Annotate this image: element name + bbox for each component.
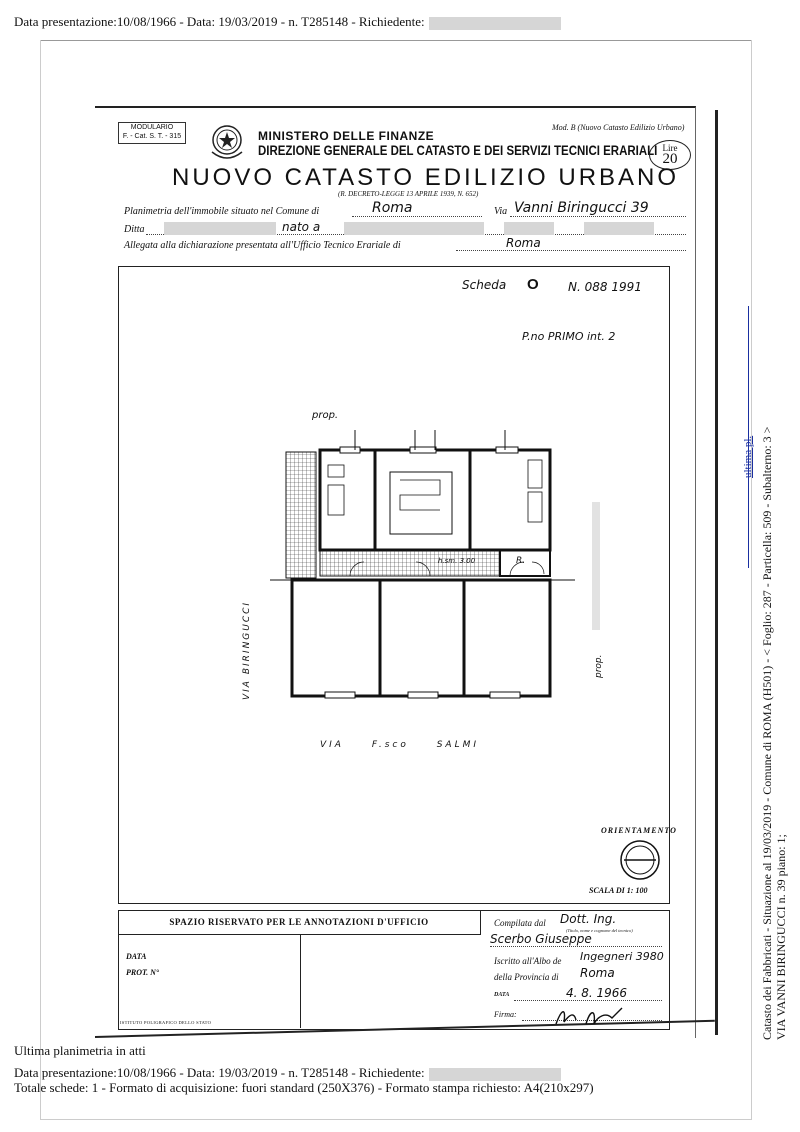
ufficio-value: Roma [506,236,541,250]
street-left-label: VIA BIRINGUCCI [242,600,252,700]
form-title: NUOVO CATASTO EDILIZIO URBANO [172,164,680,191]
compilata-value: Dott. Ing. [560,912,617,926]
redacted-province [504,222,554,235]
scheda-label: Scheda [462,278,507,292]
orientamento-label: ORIENTAMENTO [601,826,677,835]
ministry-title: MINISTERO DELLE FINANZE [258,129,435,143]
footer-line-1 [14,1065,561,1081]
ultima-pl-link[interactable]: ultima pl. [742,435,754,478]
redacted-birthplace [344,222,484,235]
scale-label: SCALA DI 1: 100 [589,886,648,895]
piano-label: P.no PRIMO int. 2 [522,330,616,343]
albo-label: Iscritto all'Albo de [494,956,562,966]
lire-value: 20 [662,151,678,167]
lire-label: Lire [662,143,678,153]
spazio-header: SPAZIO RISERVATO PER LE ANNOTAZIONI D'UFFICIO [118,910,481,935]
office-column [118,934,301,1028]
sheet-edge-right [715,110,718,1035]
data2-label: DATA [494,992,510,998]
allegata-label: Allegata alla dichiarazione presentata all'Ufficio Tecnico Erariale di [124,240,401,251]
tecnico-name: Scerbo Giuseppe [490,932,592,946]
ultima-planimetria: Ultima planimetria in atti [14,1043,146,1058]
ditta-label: Ditta [124,224,145,235]
street-bottom-label: VIA F.sco SALMI [320,740,480,750]
data2-value: 4. 8. 1966 [566,986,628,1000]
compilata-label: Compilata dal [494,918,546,928]
footer-line-2: Totale schede: 1 - Formato di acquisizione: fuori standard (250X376) - Formato stampa richiesto: A4(210x297) [14,1080,594,1095]
comune-value: Roma [372,200,413,216]
redacted-requester-footer [429,1068,561,1081]
modulario-box [118,122,186,144]
modulario-label: MODULARIO [130,124,174,131]
via-value: Vanni Biringucci 39 [514,200,649,216]
prot-label: PROT. N° [126,968,160,977]
nato-label: nato a [282,220,321,234]
firma-label: Firma: [494,1010,517,1019]
floor-plan-drawing [270,430,600,710]
side-line-1: Catasto dei Fabbricati - Situazione al 19/03/2019 - Comune di ROMA (H501) - < Foglio: 287 - Particella: 509 - Subalterno: 3 > [760,426,774,1040]
redacted-birthdate [584,222,654,235]
prop-top-label: prop. [312,410,339,421]
scan-smudge [592,502,600,630]
crop-line-top [40,40,752,41]
data-label: DATA [126,952,147,961]
planimetria-label: Planimetria dell'immobile situato nel Comune di [124,206,320,217]
side-line-2: VIA VANNI BIRINGUCCI n. 39 piano: 1; [774,834,788,1040]
provincia-label: della Provincia di [494,972,559,982]
crop-line-left [40,40,41,1120]
ceiling-height-note: h.sm. 3.00 [438,557,476,565]
republic-emblem-icon [208,120,246,164]
header-text: Data presentazione:10/08/1966 - Data: 19/03/2019 - n. T285148 - Richiedente: [14,14,425,29]
albo-value: Ingegneri 3980 [580,950,664,963]
provincia-value: Roma [580,966,615,980]
compass-icon [618,838,662,882]
room-r-label: R. [516,556,526,566]
mod-b-label: Mod. B (Nuovo Catasto Edilizio Urbano) [552,123,685,132]
footer-line-1-text: Data presentazione:10/08/1966 - Data: 19/03/2019 - n. T285148 - Richiedente: [14,1065,425,1080]
modulario-code: F. - Cat. S. T. - 315 [122,133,182,140]
redacted-ditta-2 [236,222,276,235]
via-label: Via [494,206,508,217]
crop-line-right [751,40,752,1120]
decreto-note: (R. DECRETO-LEGGE 13 APRILE 1939, N. 652) [338,190,479,198]
scheda-number: N. 088 1991 [568,280,642,294]
istituto-note: ISTITUTO POLIGRAFICO DELLO STATO [120,1020,212,1025]
titolo-note: (Titolo, nome e cognome del tecnico) [566,928,633,933]
direzione-title: DIREZIONE GENERALE DEL CATASTO E DEI SERVIZI TECNICI ERARIALI [258,143,658,158]
prop-right-label: prop. [594,654,604,678]
header-line [14,14,561,30]
redacted-requester [429,17,561,30]
crop-line-bottom [40,1119,752,1120]
signature-icon [552,1004,626,1030]
scheda-value: O [527,276,539,293]
side-cadastre-info [760,427,788,1040]
